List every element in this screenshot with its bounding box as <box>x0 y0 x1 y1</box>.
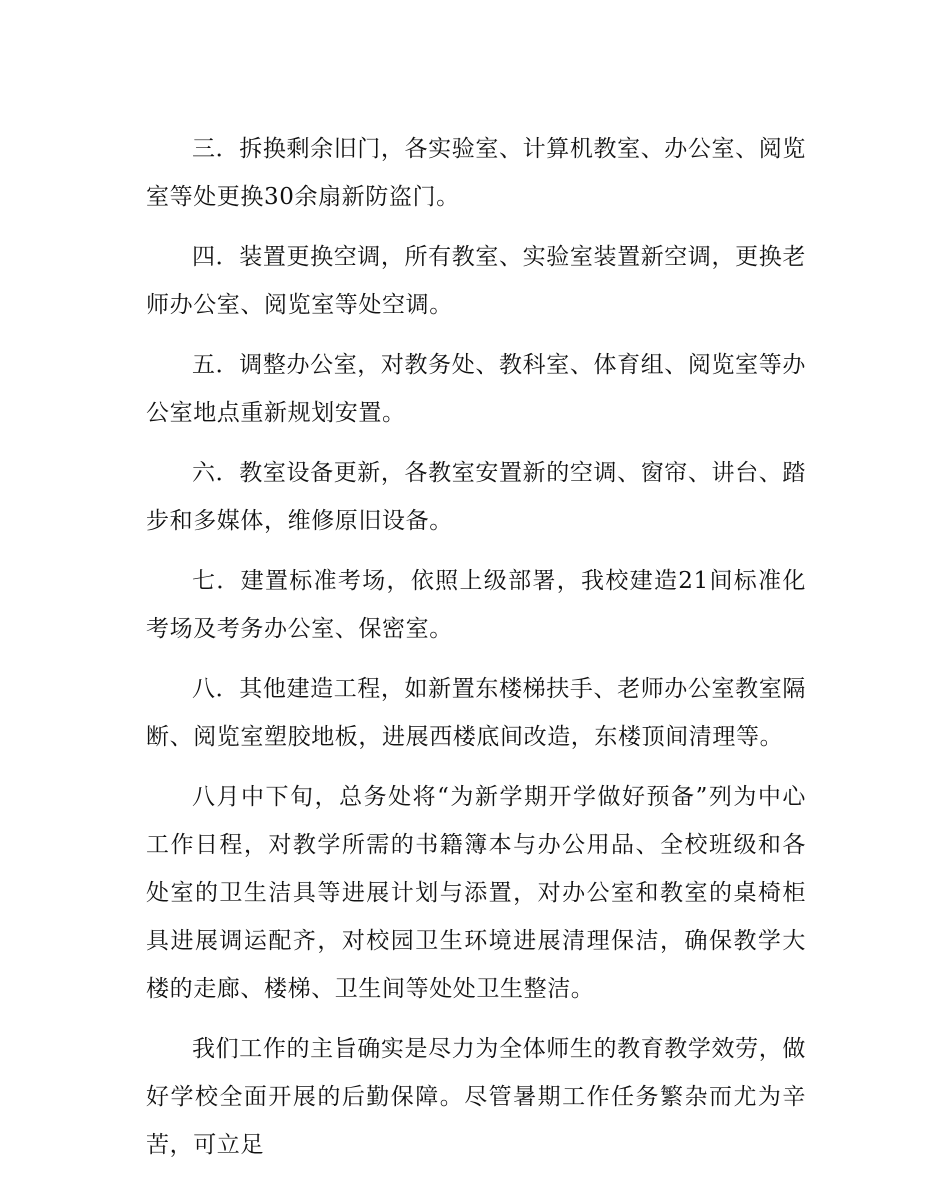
paragraph-item-3: 三．拆换剩余旧门，各实验室、计算机教室、办公室、阅览室等处更换30余扇新防盗门。 <box>146 136 806 210</box>
paragraph-item-4: 四．装置更换空调，所有教室、实验室装置新空调，更换老师办公室、阅览室等处空调。 <box>146 244 806 318</box>
paragraph-august-preparation: 八月中下旬，总务处将“为新学期开学做好预备”列为中心工作日程，对教学所需的书籍簿本与办公用品、全校班级和各处室的卫生洁具等进展计划与添置，对办公室和教室的桌椅柜具进展调运配齐，对校园卫生环境进展清理保洁，确保教学大楼的走廊、楼梯、卫生间等处处卫生整洁。 <box>146 784 806 1002</box>
paragraph-work-purpose: 我们工作的主旨确实是尽力为全体师生的教育教学效劳，做好学校全面开展的后勤保障。尽管暑期工作任务繁杂而尤为辛苦，可立足 <box>146 1036 806 1158</box>
paragraph-item-7: 七．建置标准考场，依照上级部署，我校建造21间标准化考场及考务办公室、保密室。 <box>146 568 806 642</box>
paragraph-item-8: 八．其他建造工程，如新置东楼梯扶手、老师办公室教室隔断、阅览室塑胶地板，进展西楼底间改造，东楼顶间清理等。 <box>146 676 806 750</box>
paragraph-item-5: 五．调整办公室，对教务处、教科室、体育组、阅览室等办公室地点重新规划安置。 <box>146 352 806 426</box>
paragraph-item-6: 六．教室设备更新，各教室安置新的空调、窗帘、讲台、踏步和多媒体，维修原旧设备。 <box>146 460 806 534</box>
document-body <box>146 125 806 1181</box>
